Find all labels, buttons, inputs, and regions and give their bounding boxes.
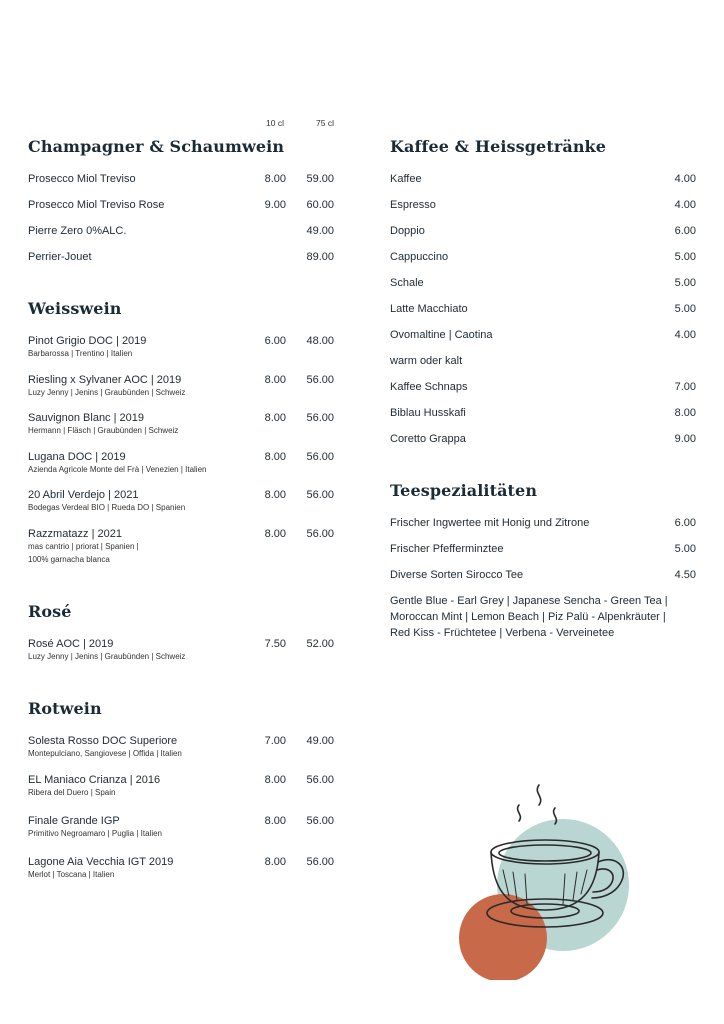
item-price: 6.00 [674,225,696,237]
item-name: Espresso [390,199,436,211]
price-75cl: 56.00 [306,856,334,868]
item-name: EL Maniaco Crianza | 2016 [28,774,161,786]
section-title-rotwein: Rotwein [28,699,102,718]
price-10cl: 9.00 [264,199,286,211]
item-name: Finale Grande IGP [28,815,120,827]
item-origin: Montepulciano, Sangiovese | Offida | Italien [28,749,182,758]
price-75cl: 89.00 [306,251,334,263]
price-10cl: 8.00 [264,528,286,540]
item-name: Frischer Ingwertee mit Honig und Zitrone [390,517,590,529]
item-name: Cappuccino [390,251,449,263]
section-title-tee: Teespezialitäten [390,481,538,500]
price-75cl: 60.00 [306,199,334,211]
item-price: 8.00 [674,407,696,419]
price-75cl: 49.00 [306,225,334,237]
tea-sorts-line: Moroccan Mint | Lemon Beach | Piz Palü - Alpenkräuter | [390,611,666,623]
price-75cl: 56.00 [306,374,334,386]
price-75cl: 56.00 [306,528,334,540]
price-75cl: 49.00 [306,735,334,747]
terracotta-circle [459,894,547,980]
item-name: 20 Abril Verdejo | 2021 [28,489,139,501]
item-name: Kaffee Schnaps [390,381,468,393]
item-name: Doppio [390,225,425,237]
item-origin: Luzy Jenny | Jenins | Graubünden | Schweiz [28,388,186,397]
item-origin: Primitivo Negroamaro | Puglia | Italien [28,829,162,838]
item-name: Razzmatazz | 2021 [28,528,122,540]
item-origin: Ribera del Duero | Spain [28,788,116,797]
item-origin: Barbarossa | Trentino | Italien [28,349,133,358]
item-name: Sauvignon Blanc | 2019 [28,412,144,424]
item-price: 4.50 [674,569,696,581]
item-origin: Bodegas Verdeal BIO | Rueda DO | Spanien [28,503,186,512]
item-name: Diverse Sorten Sirocco Tee [390,569,524,581]
item-origin: Luzy Jenny | Jenins | Graubünden | Schweiz [28,652,186,661]
tea-sorts-line: Red Kiss - Früchtetee | Verbena - Verveinetee [390,627,615,639]
price-10cl: 7.00 [264,735,286,747]
item-name: Kaffee [390,173,422,185]
price-75cl: 52.00 [306,638,334,650]
price-10cl: 6.00 [264,335,286,347]
section-title-kaffee: Kaffee & Heissgetränke [390,137,607,156]
item-name: Prosecco Miol Treviso Rose [28,199,165,211]
item-name: Prosecco Miol Treviso [28,173,136,185]
price-10cl: 8.00 [264,815,286,827]
item-price: 5.00 [674,303,696,315]
item-price: 5.00 [674,277,696,289]
price-10cl: 8.00 [264,489,286,501]
price-10cl: 8.00 [264,774,286,786]
item-name: Ovomaltine | Caotina [390,329,493,341]
item-price: 6.00 [674,517,696,529]
item-name: Lugana DOC | 2019 [28,451,126,463]
item-name: Rosé AOC | 2019 [28,638,114,650]
item-price: 4.00 [674,173,696,185]
item-name: Coretto Grappa [390,433,466,445]
price-10cl: 8.00 [264,412,286,424]
price-75cl: 48.00 [306,335,334,347]
item-name: Pierre Zero 0%ALC. [28,225,127,237]
item-origin-line2: 100% garnacha blanca [28,555,110,564]
header-10cl: 10 cl [266,118,284,128]
item-origin: Hermann | Fläsch | Graubünden | Schweiz [28,426,179,435]
price-10cl: 7.50 [264,638,286,650]
price-10cl: 8.00 [264,451,286,463]
item-name: Pinot Grigio DOC | 2019 [28,335,147,347]
item-price: 4.00 [674,199,696,211]
item-origin: mas cantrio | priorat | Spanien | [28,542,139,551]
section-title-champagner: Champagner & Schaumwein [28,137,285,156]
item-name: Latte Macchiato [390,303,468,315]
price-75cl: 56.00 [306,815,334,827]
item-price: 5.00 [674,543,696,555]
item-price: 9.00 [674,433,696,445]
price-75cl: 56.00 [306,412,334,424]
coffee-cup-icon [455,780,635,980]
price-10cl: 8.00 [264,173,286,185]
tea-sorts-line: Gentle Blue - Earl Grey | Japanese Sencha - Green Tea | [390,595,668,607]
item-name: Solesta Rosso DOC Superiore [28,735,178,747]
item-price: 5.00 [674,251,696,263]
item-name: warm oder kalt [390,355,463,367]
item-name: Frischer Pfefferminztee [390,543,504,555]
item-price: 4.00 [674,329,696,341]
item-origin: Merlot | Toscana | Italien [28,870,115,879]
header-75cl: 75 cl [316,118,334,128]
section-title-weisswein: Weisswein [28,299,122,318]
item-name: Biblau Husskafi [390,407,466,419]
price-75cl: 59.00 [306,173,334,185]
item-name: Schale [390,277,424,289]
price-10cl: 8.00 [264,856,286,868]
item-origin: Azienda Agricole Monte del Frà | Venezien | Italien [28,465,207,474]
price-75cl: 56.00 [306,489,334,501]
tea-sorts-list [390,593,700,641]
item-price: 7.00 [674,381,696,393]
price-10cl: 8.00 [264,374,286,386]
price-75cl: 56.00 [306,774,334,786]
price-75cl: 56.00 [306,451,334,463]
item-name: Riesling x Sylvaner AOC | 2019 [28,374,182,386]
item-name: Lagone Aia Vecchia IGT 2019 [28,856,174,868]
item-name: Perrier-Jouet [28,251,92,263]
section-title-rose: Rosé [28,602,72,621]
